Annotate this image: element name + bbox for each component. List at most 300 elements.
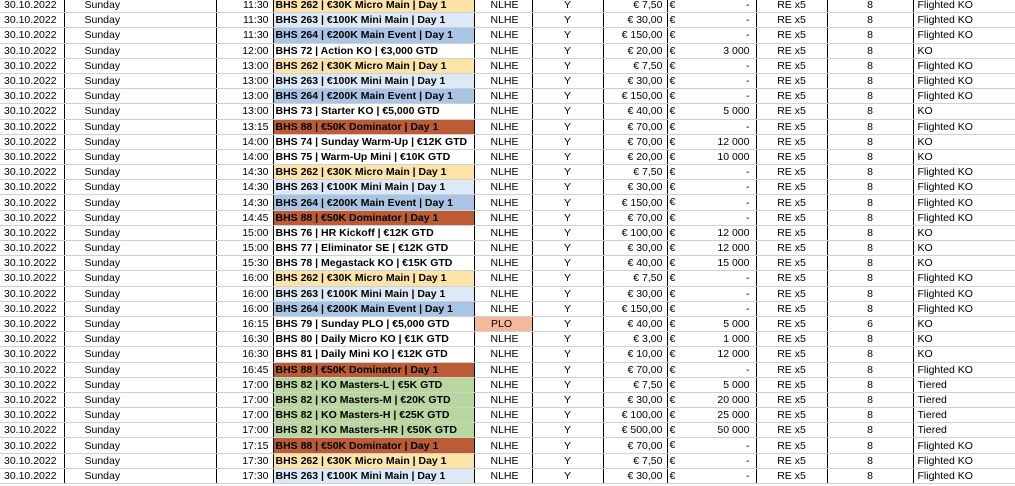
buyin-cell[interactable]: € 7,50 <box>603 453 667 468</box>
day-cell[interactable]: Sunday <box>64 89 216 104</box>
guarantee-cell[interactable] <box>667 286 756 301</box>
reentry-cell[interactable]: RE x5 <box>756 43 827 58</box>
tournament-name-cell[interactable]: BHS 88 | €50K Dominator | Day 1 <box>273 438 474 453</box>
guarantee-cell[interactable] <box>667 241 756 256</box>
max-players-cell[interactable]: 8 <box>827 225 913 240</box>
reentry-cell[interactable]: RE x5 <box>756 332 827 347</box>
game-type-cell[interactable]: NLHE <box>474 332 532 347</box>
flag-cell[interactable]: Y <box>532 377 603 392</box>
game-type-cell[interactable]: NLHE <box>474 89 532 104</box>
day-cell[interactable]: Sunday <box>64 43 216 58</box>
tournament-type-cell[interactable]: Flighted KO <box>913 286 1015 301</box>
buyin-cell[interactable]: € 7,50 <box>603 58 667 73</box>
day-cell[interactable]: Sunday <box>64 134 216 149</box>
date-cell[interactable]: 30.10.2022 <box>0 332 64 347</box>
tournament-type-cell[interactable]: Flighted KO <box>913 271 1015 286</box>
buyin-cell[interactable]: € 30,00 <box>603 73 667 88</box>
tournament-type-cell[interactable]: KO <box>913 256 1015 271</box>
day-cell[interactable]: Sunday <box>64 225 216 240</box>
tournament-type-cell[interactable]: Tiered <box>913 392 1015 407</box>
buyin-cell[interactable]: € 150,00 <box>603 195 667 210</box>
flag-cell[interactable]: Y <box>532 89 603 104</box>
tournament-type-cell[interactable]: KO <box>913 134 1015 149</box>
tournament-type-cell[interactable]: KO <box>913 225 1015 240</box>
reentry-cell[interactable]: RE x5 <box>756 119 827 134</box>
max-players-cell[interactable]: 8 <box>827 73 913 88</box>
reentry-cell[interactable]: RE x5 <box>756 134 827 149</box>
guarantee-cell[interactable] <box>667 225 756 240</box>
game-type-cell[interactable]: NLHE <box>474 301 532 316</box>
guarantee-cell[interactable] <box>667 392 756 407</box>
flag-cell[interactable]: Y <box>532 149 603 164</box>
day-cell[interactable]: Sunday <box>64 210 216 225</box>
day-cell[interactable]: Sunday <box>64 119 216 134</box>
flag-cell[interactable]: Y <box>532 58 603 73</box>
game-type-cell[interactable]: NLHE <box>474 0 532 13</box>
reentry-cell[interactable]: RE x5 <box>756 195 827 210</box>
buyin-cell[interactable]: € 10,00 <box>603 347 667 362</box>
tournament-name-cell[interactable]: BHS 262 | €30K Micro Main | Day 1 <box>273 165 474 180</box>
day-cell[interactable]: Sunday <box>64 332 216 347</box>
reentry-cell[interactable]: RE x5 <box>756 58 827 73</box>
tournament-type-cell[interactable]: Flighted KO <box>913 301 1015 316</box>
flag-cell[interactable]: Y <box>532 362 603 377</box>
time-cell[interactable]: 13:00 <box>216 89 273 104</box>
buyin-cell[interactable]: € 40,00 <box>603 316 667 331</box>
reentry-cell[interactable]: RE x5 <box>756 241 827 256</box>
time-cell[interactable]: 14:30 <box>216 195 273 210</box>
guarantee-cell[interactable] <box>667 301 756 316</box>
day-cell[interactable]: Sunday <box>64 195 216 210</box>
buyin-cell[interactable]: € 70,00 <box>603 134 667 149</box>
buyin-cell[interactable]: € 40,00 <box>603 256 667 271</box>
game-type-cell[interactable]: NLHE <box>474 225 532 240</box>
reentry-cell[interactable]: RE x5 <box>756 301 827 316</box>
date-cell[interactable]: 30.10.2022 <box>0 0 64 13</box>
buyin-cell[interactable]: € 70,00 <box>603 119 667 134</box>
date-cell[interactable]: 30.10.2022 <box>0 271 64 286</box>
day-cell[interactable]: Sunday <box>64 165 216 180</box>
tournament-type-cell[interactable]: Tiered <box>913 423 1015 438</box>
buyin-cell[interactable]: € 30,00 <box>603 286 667 301</box>
flag-cell[interactable]: Y <box>532 180 603 195</box>
tournament-type-cell[interactable]: Flighted KO <box>913 73 1015 88</box>
max-players-cell[interactable]: 8 <box>827 28 913 43</box>
tournament-type-cell[interactable]: Flighted KO <box>913 453 1015 468</box>
time-cell[interactable]: 17:30 <box>216 468 273 483</box>
flag-cell[interactable]: Y <box>532 104 603 119</box>
game-type-cell[interactable]: NLHE <box>474 149 532 164</box>
tournament-type-cell[interactable]: Flighted KO <box>913 89 1015 104</box>
date-cell[interactable]: 30.10.2022 <box>0 89 64 104</box>
flag-cell[interactable]: Y <box>532 347 603 362</box>
tournament-name-cell[interactable]: BHS 79 | Sunday PLO | €5,000 GTD <box>273 316 474 331</box>
max-players-cell[interactable]: 8 <box>827 392 913 407</box>
day-cell[interactable]: Sunday <box>64 468 216 483</box>
tournament-name-cell[interactable]: BHS 76 | HR Kickoff | €12K GTD <box>273 225 474 240</box>
reentry-cell[interactable]: RE x5 <box>756 316 827 331</box>
buyin-cell[interactable]: € 500,00 <box>603 423 667 438</box>
game-type-cell[interactable]: NLHE <box>474 43 532 58</box>
flag-cell[interactable]: Y <box>532 301 603 316</box>
time-cell[interactable]: 16:30 <box>216 332 273 347</box>
date-cell[interactable]: 30.10.2022 <box>0 134 64 149</box>
date-cell[interactable]: 30.10.2022 <box>0 256 64 271</box>
buyin-cell[interactable]: € 3,00 <box>603 332 667 347</box>
tournament-type-cell[interactable]: Flighted KO <box>913 362 1015 377</box>
game-type-cell[interactable]: NLHE <box>474 423 532 438</box>
guarantee-cell[interactable] <box>667 347 756 362</box>
date-cell[interactable]: 30.10.2022 <box>0 377 64 392</box>
time-cell[interactable]: 16:45 <box>216 362 273 377</box>
guarantee-cell[interactable] <box>667 73 756 88</box>
tournament-type-cell[interactable]: Flighted KO <box>913 0 1015 13</box>
guarantee-cell[interactable] <box>667 468 756 483</box>
time-cell[interactable]: 12:00 <box>216 43 273 58</box>
time-cell[interactable]: 16:00 <box>216 301 273 316</box>
guarantee-cell[interactable] <box>667 210 756 225</box>
flag-cell[interactable]: Y <box>532 316 603 331</box>
game-type-cell[interactable]: NLHE <box>474 468 532 483</box>
buyin-cell[interactable]: € 30,00 <box>603 180 667 195</box>
game-type-cell[interactable]: NLHE <box>474 408 532 423</box>
buyin-cell[interactable]: € 30,00 <box>603 392 667 407</box>
guarantee-cell[interactable] <box>667 195 756 210</box>
tournament-name-cell[interactable]: BHS 80 | Daily Micro KO | €1K GTD <box>273 332 474 347</box>
time-cell[interactable]: 11:30 <box>216 13 273 28</box>
buyin-cell[interactable]: € 7,50 <box>603 165 667 180</box>
tournament-name-cell[interactable]: BHS 75 | Warm-Up Mini | €10K GTD <box>273 149 474 164</box>
tournament-type-cell[interactable]: Tiered <box>913 377 1015 392</box>
tournament-name-cell[interactable]: BHS 264 | €200K Main Event | Day 1 <box>273 195 474 210</box>
flag-cell[interactable]: Y <box>532 13 603 28</box>
flag-cell[interactable]: Y <box>532 256 603 271</box>
date-cell[interactable]: 30.10.2022 <box>0 165 64 180</box>
time-cell[interactable]: 16:15 <box>216 316 273 331</box>
day-cell[interactable]: Sunday <box>64 286 216 301</box>
max-players-cell[interactable]: 8 <box>827 271 913 286</box>
tournament-name-cell[interactable]: BHS 81 | Daily Mini KO | €12K GTD <box>273 347 474 362</box>
max-players-cell[interactable]: 8 <box>827 347 913 362</box>
flag-cell[interactable]: Y <box>532 28 603 43</box>
tournament-name-cell[interactable]: BHS 74 | Sunday Warm-Up | €12K GTD <box>273 134 474 149</box>
game-type-cell[interactable]: NLHE <box>474 392 532 407</box>
reentry-cell[interactable]: RE x5 <box>756 271 827 286</box>
reentry-cell[interactable]: RE x5 <box>756 347 827 362</box>
game-type-cell[interactable]: NLHE <box>474 438 532 453</box>
reentry-cell[interactable]: RE x5 <box>756 438 827 453</box>
guarantee-cell[interactable] <box>667 0 756 13</box>
tournament-name-cell[interactable]: BHS 262 | €30K Micro Main | Day 1 <box>273 453 474 468</box>
date-cell[interactable]: 30.10.2022 <box>0 286 64 301</box>
tournament-name-cell[interactable]: BHS 263 | €100K Mini Main | Day 1 <box>273 468 474 483</box>
tournament-type-cell[interactable]: KO <box>913 332 1015 347</box>
flag-cell[interactable]: Y <box>532 332 603 347</box>
max-players-cell[interactable]: 8 <box>827 165 913 180</box>
reentry-cell[interactable]: RE x5 <box>756 286 827 301</box>
time-cell[interactable]: 15:00 <box>216 225 273 240</box>
game-type-cell[interactable]: NLHE <box>474 362 532 377</box>
time-cell[interactable]: 17:15 <box>216 438 273 453</box>
tournament-type-cell[interactable]: Flighted KO <box>913 119 1015 134</box>
tournament-name-cell[interactable]: BHS 82 | KO Masters-M | €20K GTD <box>273 392 474 407</box>
guarantee-cell[interactable] <box>667 423 756 438</box>
guarantee-cell[interactable] <box>667 180 756 195</box>
date-cell[interactable]: 30.10.2022 <box>0 28 64 43</box>
guarantee-cell[interactable] <box>667 316 756 331</box>
time-cell[interactable]: 17:00 <box>216 408 273 423</box>
max-players-cell[interactable]: 8 <box>827 43 913 58</box>
tournament-type-cell[interactable]: KO <box>913 104 1015 119</box>
tournament-name-cell[interactable]: BHS 82 | KO Masters-L | €5K GTD <box>273 377 474 392</box>
buyin-cell[interactable]: € 7,50 <box>603 0 667 13</box>
tournament-name-cell[interactable]: BHS 82 | KO Masters-H | €25K GTD <box>273 408 474 423</box>
max-players-cell[interactable]: 8 <box>827 377 913 392</box>
guarantee-cell[interactable] <box>667 256 756 271</box>
reentry-cell[interactable]: RE x5 <box>756 453 827 468</box>
tournament-name-cell[interactable]: BHS 263 | €100K Mini Main | Day 1 <box>273 73 474 88</box>
guarantee-cell[interactable] <box>667 377 756 392</box>
guarantee-cell[interactable] <box>667 28 756 43</box>
game-type-cell[interactable]: NLHE <box>474 13 532 28</box>
tournament-type-cell[interactable]: Tiered <box>913 408 1015 423</box>
max-players-cell[interactable]: 8 <box>827 362 913 377</box>
buyin-cell[interactable]: € 70,00 <box>603 362 667 377</box>
game-type-cell[interactable]: NLHE <box>474 256 532 271</box>
date-cell[interactable]: 30.10.2022 <box>0 438 64 453</box>
reentry-cell[interactable]: RE x5 <box>756 28 827 43</box>
day-cell[interactable]: Sunday <box>64 149 216 164</box>
flag-cell[interactable]: Y <box>532 468 603 483</box>
time-cell[interactable]: 16:30 <box>216 347 273 362</box>
time-cell[interactable]: 17:00 <box>216 423 273 438</box>
buyin-cell[interactable]: € 100,00 <box>603 408 667 423</box>
max-players-cell[interactable]: 8 <box>827 119 913 134</box>
max-players-cell[interactable]: 8 <box>827 423 913 438</box>
date-cell[interactable]: 30.10.2022 <box>0 241 64 256</box>
day-cell[interactable]: Sunday <box>64 316 216 331</box>
game-type-cell[interactable]: NLHE <box>474 347 532 362</box>
day-cell[interactable]: Sunday <box>64 0 216 13</box>
flag-cell[interactable]: Y <box>532 195 603 210</box>
game-type-cell[interactable]: NLHE <box>474 104 532 119</box>
time-cell[interactable]: 15:00 <box>216 241 273 256</box>
flag-cell[interactable]: Y <box>532 241 603 256</box>
buyin-cell[interactable]: € 40,00 <box>603 104 667 119</box>
max-players-cell[interactable]: 8 <box>827 195 913 210</box>
reentry-cell[interactable]: RE x5 <box>756 468 827 483</box>
day-cell[interactable]: Sunday <box>64 104 216 119</box>
guarantee-cell[interactable] <box>667 332 756 347</box>
flag-cell[interactable]: Y <box>532 134 603 149</box>
guarantee-cell[interactable] <box>667 89 756 104</box>
buyin-cell[interactable]: € 7,50 <box>603 271 667 286</box>
tournament-name-cell[interactable]: BHS 262 | €30K Micro Main | Day 1 <box>273 271 474 286</box>
time-cell[interactable]: 15:30 <box>216 256 273 271</box>
tournament-type-cell[interactable]: KO <box>913 43 1015 58</box>
max-players-cell[interactable]: 8 <box>827 301 913 316</box>
day-cell[interactable]: Sunday <box>64 180 216 195</box>
game-type-cell[interactable]: NLHE <box>474 241 532 256</box>
game-type-cell[interactable]: NLHE <box>474 195 532 210</box>
date-cell[interactable]: 30.10.2022 <box>0 362 64 377</box>
buyin-cell[interactable]: € 100,00 <box>603 225 667 240</box>
max-players-cell[interactable]: 8 <box>827 0 913 13</box>
flag-cell[interactable]: Y <box>532 119 603 134</box>
date-cell[interactable]: 30.10.2022 <box>0 13 64 28</box>
tournament-type-cell[interactable]: Flighted KO <box>913 28 1015 43</box>
time-cell[interactable]: 16:00 <box>216 286 273 301</box>
max-players-cell[interactable]: 8 <box>827 332 913 347</box>
date-cell[interactable]: 30.10.2022 <box>0 347 64 362</box>
date-cell[interactable]: 30.10.2022 <box>0 316 64 331</box>
tournament-type-cell[interactable]: Flighted KO <box>913 58 1015 73</box>
tournament-type-cell[interactable]: Flighted KO <box>913 468 1015 483</box>
guarantee-cell[interactable] <box>667 134 756 149</box>
time-cell[interactable]: 13:15 <box>216 119 273 134</box>
game-type-cell[interactable]: NLHE <box>474 453 532 468</box>
time-cell[interactable]: 14:00 <box>216 134 273 149</box>
max-players-cell[interactable]: 8 <box>827 13 913 28</box>
max-players-cell[interactable]: 8 <box>827 438 913 453</box>
flag-cell[interactable]: Y <box>532 423 603 438</box>
date-cell[interactable]: 30.10.2022 <box>0 468 64 483</box>
reentry-cell[interactable]: RE x5 <box>756 13 827 28</box>
max-players-cell[interactable]: 8 <box>827 453 913 468</box>
day-cell[interactable]: Sunday <box>64 423 216 438</box>
day-cell[interactable]: Sunday <box>64 256 216 271</box>
flag-cell[interactable]: Y <box>532 392 603 407</box>
tournament-type-cell[interactable]: KO <box>913 316 1015 331</box>
buyin-cell[interactable]: € 20,00 <box>603 149 667 164</box>
max-players-cell[interactable]: 8 <box>827 256 913 271</box>
flag-cell[interactable]: Y <box>532 165 603 180</box>
buyin-cell[interactable]: € 30,00 <box>603 13 667 28</box>
game-type-cell[interactable]: NLHE <box>474 286 532 301</box>
time-cell[interactable]: 14:30 <box>216 180 273 195</box>
tournament-name-cell[interactable]: BHS 72 | Action KO | €3,000 GTD <box>273 43 474 58</box>
date-cell[interactable]: 30.10.2022 <box>0 301 64 316</box>
day-cell[interactable]: Sunday <box>64 377 216 392</box>
tournament-name-cell[interactable]: BHS 263 | €100K Mini Main | Day 1 <box>273 13 474 28</box>
guarantee-cell[interactable] <box>667 271 756 286</box>
tournament-type-cell[interactable]: Flighted KO <box>913 165 1015 180</box>
time-cell[interactable]: 13:00 <box>216 58 273 73</box>
date-cell[interactable]: 30.10.2022 <box>0 210 64 225</box>
date-cell[interactable]: 30.10.2022 <box>0 119 64 134</box>
guarantee-cell[interactable] <box>667 43 756 58</box>
max-players-cell[interactable]: 8 <box>827 89 913 104</box>
tournament-name-cell[interactable]: BHS 263 | €100K Mini Main | Day 1 <box>273 180 474 195</box>
date-cell[interactable]: 30.10.2022 <box>0 73 64 88</box>
buyin-cell[interactable]: € 30,00 <box>603 241 667 256</box>
date-cell[interactable]: 30.10.2022 <box>0 423 64 438</box>
tournament-name-cell[interactable]: BHS 88 | €50K Dominator | Day 1 <box>273 119 474 134</box>
tournament-name-cell[interactable]: BHS 73 | Starter KO | €5,000 GTD <box>273 104 474 119</box>
guarantee-cell[interactable] <box>667 453 756 468</box>
time-cell[interactable]: 17:00 <box>216 377 273 392</box>
buyin-cell[interactable]: € 7,50 <box>603 377 667 392</box>
reentry-cell[interactable]: RE x5 <box>756 149 827 164</box>
day-cell[interactable]: Sunday <box>64 438 216 453</box>
reentry-cell[interactable]: RE x5 <box>756 180 827 195</box>
guarantee-cell[interactable] <box>667 362 756 377</box>
game-type-cell[interactable]: NLHE <box>474 28 532 43</box>
flag-cell[interactable]: Y <box>532 286 603 301</box>
reentry-cell[interactable]: RE x5 <box>756 423 827 438</box>
day-cell[interactable]: Sunday <box>64 301 216 316</box>
tournament-name-cell[interactable]: BHS 263 | €100K Mini Main | Day 1 <box>273 286 474 301</box>
tournament-name-cell[interactable]: BHS 264 | €200K Main Event | Day 1 <box>273 89 474 104</box>
time-cell[interactable]: 11:30 <box>216 28 273 43</box>
game-type-cell[interactable]: PLO <box>474 316 532 331</box>
tournament-name-cell[interactable]: BHS 262 | €30K Micro Main | Day 1 <box>273 0 474 13</box>
day-cell[interactable]: Sunday <box>64 28 216 43</box>
flag-cell[interactable]: Y <box>532 453 603 468</box>
date-cell[interactable]: 30.10.2022 <box>0 149 64 164</box>
flag-cell[interactable]: Y <box>532 210 603 225</box>
buyin-cell[interactable]: € 150,00 <box>603 89 667 104</box>
flag-cell[interactable]: Y <box>532 225 603 240</box>
tournament-type-cell[interactable]: Flighted KO <box>913 195 1015 210</box>
day-cell[interactable]: Sunday <box>64 453 216 468</box>
guarantee-cell[interactable] <box>667 104 756 119</box>
tournament-type-cell[interactable]: KO <box>913 149 1015 164</box>
date-cell[interactable]: 30.10.2022 <box>0 225 64 240</box>
time-cell[interactable]: 14:30 <box>216 165 273 180</box>
buyin-cell[interactable]: € 70,00 <box>603 438 667 453</box>
buyin-cell[interactable]: € 150,00 <box>603 301 667 316</box>
flag-cell[interactable]: Y <box>532 73 603 88</box>
max-players-cell[interactable]: 8 <box>827 286 913 301</box>
game-type-cell[interactable]: NLHE <box>474 165 532 180</box>
game-type-cell[interactable]: NLHE <box>474 58 532 73</box>
flag-cell[interactable]: Y <box>532 0 603 13</box>
reentry-cell[interactable]: RE x5 <box>756 377 827 392</box>
flag-cell[interactable]: Y <box>532 408 603 423</box>
tournament-name-cell[interactable]: BHS 262 | €30K Micro Main | Day 1 <box>273 58 474 73</box>
date-cell[interactable]: 30.10.2022 <box>0 180 64 195</box>
guarantee-cell[interactable] <box>667 58 756 73</box>
reentry-cell[interactable]: RE x5 <box>756 256 827 271</box>
tournament-name-cell[interactable]: BHS 77 | Eliminator SE | €12K GTD <box>273 241 474 256</box>
reentry-cell[interactable]: RE x5 <box>756 104 827 119</box>
time-cell[interactable]: 17:00 <box>216 392 273 407</box>
time-cell[interactable]: 14:45 <box>216 210 273 225</box>
time-cell[interactable]: 17:30 <box>216 453 273 468</box>
tournament-name-cell[interactable]: BHS 264 | €200K Main Event | Day 1 <box>273 28 474 43</box>
game-type-cell[interactable]: NLHE <box>474 271 532 286</box>
reentry-cell[interactable]: RE x5 <box>756 225 827 240</box>
guarantee-cell[interactable] <box>667 438 756 453</box>
tournament-type-cell[interactable]: Flighted KO <box>913 438 1015 453</box>
day-cell[interactable]: Sunday <box>64 271 216 286</box>
tournament-type-cell[interactable]: Flighted KO <box>913 210 1015 225</box>
buyin-cell[interactable]: € 70,00 <box>603 210 667 225</box>
day-cell[interactable]: Sunday <box>64 13 216 28</box>
time-cell[interactable]: 14:00 <box>216 149 273 164</box>
max-players-cell[interactable]: 8 <box>827 468 913 483</box>
tournament-type-cell[interactable]: Flighted KO <box>913 13 1015 28</box>
day-cell[interactable]: Sunday <box>64 408 216 423</box>
reentry-cell[interactable]: RE x5 <box>756 408 827 423</box>
max-players-cell[interactable]: 8 <box>827 134 913 149</box>
max-players-cell[interactable]: 8 <box>827 149 913 164</box>
time-cell[interactable]: 11:30 <box>216 0 273 13</box>
buyin-cell[interactable]: € 150,00 <box>603 28 667 43</box>
reentry-cell[interactable]: RE x5 <box>756 0 827 13</box>
guarantee-cell[interactable] <box>667 408 756 423</box>
